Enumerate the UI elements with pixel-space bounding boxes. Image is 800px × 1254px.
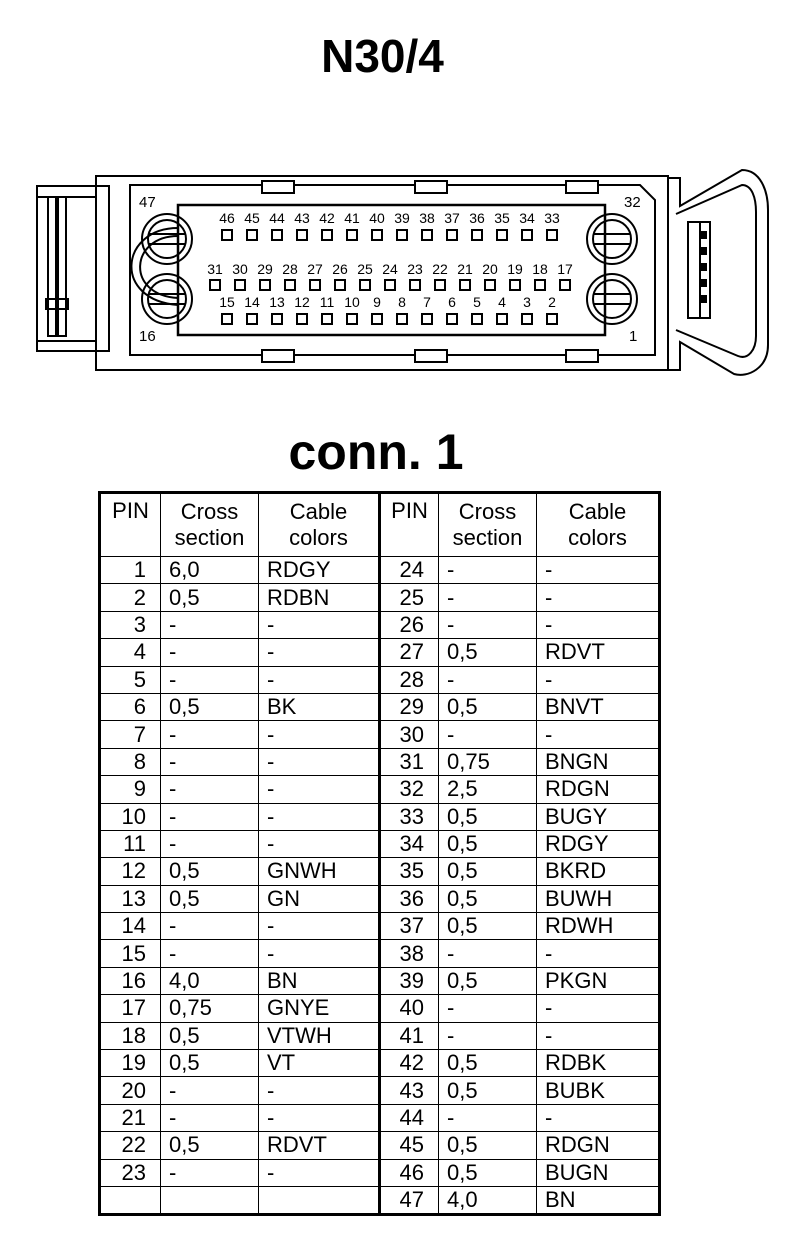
pin-socket <box>435 280 445 290</box>
pin-label: 44 <box>269 210 285 226</box>
cross-section-value: - <box>439 995 537 1022</box>
pin-number: 18 <box>100 1022 161 1049</box>
cross-section-value: - <box>439 557 537 584</box>
cable-color-value: - <box>259 913 380 940</box>
pin-number: 13 <box>100 885 161 912</box>
pin-number: 17 <box>100 995 161 1022</box>
pin-number: 37 <box>380 913 439 940</box>
pin-assignment-table <box>98 491 661 1216</box>
pin-socket <box>335 280 345 290</box>
cable-color-value: - <box>259 639 380 666</box>
pin-socket <box>235 280 245 290</box>
pin-number: 4 <box>100 639 161 666</box>
cross-section-value: 0,5 <box>161 1132 259 1159</box>
pin-number: 20 <box>100 1077 161 1104</box>
pin-label: 10 <box>344 294 360 310</box>
cross-section-value: - <box>161 1159 259 1186</box>
pin-socket <box>535 280 545 290</box>
pin-label: 9 <box>373 294 381 310</box>
cross-section-value: 2,5 <box>439 776 537 803</box>
cross-section-value: - <box>161 611 259 638</box>
pin-number: 41 <box>380 1022 439 1049</box>
cross-section-value: - <box>161 940 259 967</box>
pin-number: 42 <box>380 1050 439 1077</box>
cross-section-value: 0,5 <box>439 1077 537 1104</box>
cross-section-value: - <box>161 830 259 857</box>
cable-color-value: BUGY <box>537 803 660 830</box>
cable-color-value: BK <box>259 693 380 720</box>
pin-socket <box>247 314 257 324</box>
pin-number: 32 <box>380 776 439 803</box>
pin-number: 34 <box>380 830 439 857</box>
pin-socket <box>497 230 507 240</box>
cable-color-value: - <box>537 611 660 638</box>
pin-label: 4 <box>498 294 506 310</box>
pin-socket <box>272 314 282 324</box>
table-row <box>100 1050 660 1077</box>
cable-color-value: RDBK <box>537 1050 660 1077</box>
pin-number: 3 <box>100 611 161 638</box>
cross-section-value: 0,5 <box>439 1159 537 1186</box>
table-row <box>100 693 660 720</box>
cross-section-value: - <box>161 748 259 775</box>
pin-number: 40 <box>380 995 439 1022</box>
table-row <box>100 1104 660 1131</box>
cable-color-value: - <box>259 611 380 638</box>
pin-number: 24 <box>380 557 439 584</box>
cross-section-value: - <box>161 1104 259 1131</box>
pin-number: 38 <box>380 940 439 967</box>
pin-socket <box>422 230 432 240</box>
cable-color-value: BUBK <box>537 1077 660 1104</box>
pin-label: 11 <box>319 294 335 310</box>
pin-socket <box>297 230 307 240</box>
cross-section-value: 4,0 <box>439 1186 537 1214</box>
top-tab <box>415 181 447 193</box>
pin-socket <box>260 280 270 290</box>
pin-label: 35 <box>494 210 510 226</box>
cross-section-value: - <box>161 803 259 830</box>
pin-socket <box>522 314 532 324</box>
screw-top-right <box>587 214 637 264</box>
cross-section-value: 0,75 <box>161 995 259 1022</box>
pin-number: 43 <box>380 1077 439 1104</box>
pin-socket <box>397 230 407 240</box>
pin-number: 14 <box>100 913 161 940</box>
pin-number: 10 <box>100 803 161 830</box>
pin-label: 40 <box>369 210 385 226</box>
cross-section-value: 0,5 <box>161 885 259 912</box>
pin-socket <box>497 314 507 324</box>
cross-section-value: 0,5 <box>439 1132 537 1159</box>
pin-label: 42 <box>319 210 335 226</box>
pin-socket <box>397 314 407 324</box>
top-tab <box>566 181 598 193</box>
cable-color-value: RDGY <box>259 557 380 584</box>
pin-socket <box>347 314 357 324</box>
corner-label-1: 1 <box>629 328 638 345</box>
pin-label: 8 <box>398 294 406 310</box>
pin-number: 7 <box>100 721 161 748</box>
pin-label: 41 <box>344 210 360 226</box>
pin-socket <box>447 314 457 324</box>
cable-color-value: - <box>537 584 660 611</box>
pin-number: 36 <box>380 885 439 912</box>
pin-socket <box>222 230 232 240</box>
cross-section-value: - <box>439 1022 537 1049</box>
pin-number <box>100 1186 161 1214</box>
cable-color-value: - <box>537 1022 660 1049</box>
pin-socket <box>410 280 420 290</box>
cable-color-value: RDWH <box>537 913 660 940</box>
pin-number: 26 <box>380 611 439 638</box>
pin-label: 7 <box>423 294 431 310</box>
pin-label: 14 <box>244 294 260 310</box>
cross-section-value: - <box>439 940 537 967</box>
pin-label: 39 <box>394 210 410 226</box>
cable-color-value: RDVT <box>537 639 660 666</box>
cable-color-value: - <box>259 666 380 693</box>
pin-label: 37 <box>444 210 460 226</box>
cable-color-value: GN <box>259 885 380 912</box>
pin-label: 22 <box>432 261 448 277</box>
pin-socket <box>322 314 332 324</box>
cable-color-value: BUWH <box>537 885 660 912</box>
corner-label-16: 16 <box>139 328 156 345</box>
pin-socket <box>547 230 557 240</box>
pin-label: 31 <box>207 261 223 277</box>
pin-label: 18 <box>532 261 548 277</box>
pin-socket <box>510 280 520 290</box>
cross-section-value: - <box>161 776 259 803</box>
cable-color-value: - <box>259 748 380 775</box>
bottom-tab <box>566 350 598 362</box>
pin-label: 28 <box>282 261 298 277</box>
cable-color-value: VT <box>259 1050 380 1077</box>
cable-color-value: BNVT <box>537 693 660 720</box>
cable-color-value: - <box>259 776 380 803</box>
connector-name: conn. 1 <box>288 424 464 480</box>
header-cable-colors: Cable colors <box>537 493 660 557</box>
cable-color-value: - <box>537 940 660 967</box>
pin-label: 26 <box>332 261 348 277</box>
pin-socket <box>447 230 457 240</box>
cable-color-value: - <box>537 666 660 693</box>
pin-label: 25 <box>357 261 373 277</box>
pin-socket <box>560 280 570 290</box>
screw-top-left <box>142 214 192 264</box>
cross-section-value: - <box>161 639 259 666</box>
cable-color-value: RDBN <box>259 584 380 611</box>
pin-number: 27 <box>380 639 439 666</box>
cable-color-value: - <box>259 1104 380 1131</box>
pin-label: 27 <box>307 261 323 277</box>
header-cross-section: Cross section <box>439 493 537 557</box>
pin-rows <box>207 210 573 324</box>
pin-socket <box>522 230 532 240</box>
pin-label: 24 <box>382 261 398 277</box>
cross-section-value: - <box>161 666 259 693</box>
pin-socket <box>347 230 357 240</box>
header-cross-section: Cross section <box>161 493 259 557</box>
pin-socket <box>372 230 382 240</box>
cross-section-value: 0,5 <box>161 584 259 611</box>
pin-number: 23 <box>100 1159 161 1186</box>
pin-number: 45 <box>380 1132 439 1159</box>
header-cable-colors: Cable colors <box>259 493 380 557</box>
pin-socket <box>485 280 495 290</box>
pin-socket <box>210 280 220 290</box>
pin-number: 30 <box>380 721 439 748</box>
cross-section-value: 4,0 <box>161 967 259 994</box>
cable-color-value: - <box>259 830 380 857</box>
table-row <box>100 1159 660 1186</box>
pin-label: 15 <box>219 294 235 310</box>
pin-number: 25 <box>380 584 439 611</box>
cross-section-value: - <box>161 913 259 940</box>
table-row <box>100 1022 660 1049</box>
pin-number: 5 <box>100 666 161 693</box>
pin-number: 9 <box>100 776 161 803</box>
cross-section-value: 0,5 <box>439 967 537 994</box>
pin-socket <box>360 280 370 290</box>
table-row <box>100 967 660 994</box>
cable-color-value: - <box>537 557 660 584</box>
top-tab <box>262 181 294 193</box>
cross-section-value: 0,75 <box>439 748 537 775</box>
pin-number: 22 <box>100 1132 161 1159</box>
table-row <box>100 557 660 584</box>
cable-color-value: RDVT <box>259 1132 380 1159</box>
pin-socket <box>460 280 470 290</box>
table-row <box>100 940 660 967</box>
cable-color-value: - <box>259 1159 380 1186</box>
pin-socket <box>547 314 557 324</box>
cross-section-value: 0,5 <box>439 639 537 666</box>
corner-label-47: 47 <box>139 194 156 211</box>
cable-color-value: - <box>259 940 380 967</box>
cable-color-value <box>259 1186 380 1214</box>
table-row <box>100 885 660 912</box>
cable-color-value: - <box>259 803 380 830</box>
pin-number: 31 <box>380 748 439 775</box>
pin-number: 39 <box>380 967 439 994</box>
pin-label: 19 <box>507 261 523 277</box>
cross-section-value: - <box>439 584 537 611</box>
pin-number: 46 <box>380 1159 439 1186</box>
pin-label: 5 <box>473 294 481 310</box>
cross-section-value: - <box>439 721 537 748</box>
cross-section-value: - <box>439 1104 537 1131</box>
cable-color-value: RDGN <box>537 1132 660 1159</box>
table-row <box>100 1077 660 1104</box>
cable-color-value: BNGN <box>537 748 660 775</box>
pin-number: 2 <box>100 584 161 611</box>
cross-section-value: 0,5 <box>439 830 537 857</box>
pin-socket <box>385 280 395 290</box>
pin-socket <box>372 314 382 324</box>
pin-label: 17 <box>557 261 573 277</box>
cable-color-value: GNYE <box>259 995 380 1022</box>
left-latch <box>37 176 109 360</box>
table-row <box>100 748 660 775</box>
cross-section-value <box>161 1186 259 1214</box>
pin-number: 8 <box>100 748 161 775</box>
pin-label: 3 <box>523 294 531 310</box>
pin-label: 2 <box>548 294 556 310</box>
cable-color-value: RDGN <box>537 776 660 803</box>
cable-color-value: - <box>537 721 660 748</box>
table-row <box>100 830 660 857</box>
pin-label: 12 <box>294 294 310 310</box>
cable-color-value: VTWH <box>259 1022 380 1049</box>
table-row <box>100 639 660 666</box>
pin-label: 34 <box>519 210 535 226</box>
pin-socket <box>272 230 282 240</box>
pin-number: 35 <box>380 858 439 885</box>
cable-color-value: BN <box>537 1186 660 1214</box>
table-row <box>100 611 660 638</box>
pin-socket <box>285 280 295 290</box>
cable-color-value: - <box>537 1104 660 1131</box>
pin-label: 23 <box>407 261 423 277</box>
pin-number: 28 <box>380 666 439 693</box>
cross-section-value: - <box>439 611 537 638</box>
right-release-lever <box>668 170 768 375</box>
cross-section-value: 0,5 <box>439 885 537 912</box>
pin-number: 11 <box>100 830 161 857</box>
pin-number: 6 <box>100 693 161 720</box>
bottom-tab <box>262 350 294 362</box>
pin-number: 21 <box>100 1104 161 1131</box>
pin-label: 36 <box>469 210 485 226</box>
cross-section-value: 0,5 <box>161 858 259 885</box>
cable-color-value: BKRD <box>537 858 660 885</box>
pin-label: 30 <box>232 261 248 277</box>
cross-section-value: 0,5 <box>439 1050 537 1077</box>
pin-number: 47 <box>380 1186 439 1214</box>
cross-section-value: 0,5 <box>439 803 537 830</box>
pin-label: 46 <box>219 210 235 226</box>
table-row <box>100 995 660 1022</box>
pin-socket <box>222 314 232 324</box>
table-row <box>100 584 660 611</box>
cable-color-value: - <box>537 995 660 1022</box>
pin-socket <box>322 230 332 240</box>
table-row <box>100 1186 660 1214</box>
cross-section-value: 0,5 <box>439 693 537 720</box>
pin-label: 43 <box>294 210 310 226</box>
header-pin: PIN <box>100 493 161 557</box>
pin-number: 12 <box>100 858 161 885</box>
screw-bottom-right <box>587 274 637 324</box>
cable-color-value: - <box>259 1077 380 1104</box>
pin-label: 29 <box>257 261 273 277</box>
header-pin: PIN <box>380 493 439 557</box>
cross-section-value: 0,5 <box>161 1050 259 1077</box>
screw-bottom-left <box>142 274 192 324</box>
connector-diagram <box>0 160 800 390</box>
cable-color-value: BN <box>259 967 380 994</box>
corner-label-32: 32 <box>624 194 641 211</box>
cross-section-value: 0,5 <box>439 913 537 940</box>
cross-section-value: 0,5 <box>161 1022 259 1049</box>
cross-section-value: - <box>161 721 259 748</box>
table-header-row <box>100 493 660 557</box>
pin-label: 33 <box>544 210 560 226</box>
table-row <box>100 721 660 748</box>
cross-section-value: 6,0 <box>161 557 259 584</box>
table-row <box>100 913 660 940</box>
pin-socket <box>422 314 432 324</box>
cross-section-value: - <box>439 666 537 693</box>
pin-label: 45 <box>244 210 260 226</box>
pin-socket <box>297 314 307 324</box>
pin-socket <box>310 280 320 290</box>
pin-socket <box>472 314 482 324</box>
pin-number: 19 <box>100 1050 161 1077</box>
cross-section-value: 0,5 <box>439 858 537 885</box>
cable-color-value: - <box>259 721 380 748</box>
cable-color-value: PKGN <box>537 967 660 994</box>
table-row <box>100 666 660 693</box>
pin-label: 6 <box>448 294 456 310</box>
cable-color-value: RDGY <box>537 830 660 857</box>
table-row <box>100 803 660 830</box>
cable-color-value: BUGN <box>537 1159 660 1186</box>
table-row <box>100 1132 660 1159</box>
pin-number: 1 <box>100 557 161 584</box>
pin-label: 21 <box>457 261 473 277</box>
cross-section-value: 0,5 <box>161 693 259 720</box>
cable-color-value: GNWH <box>259 858 380 885</box>
page-title: N30/4 <box>321 30 444 82</box>
pin-number: 16 <box>100 967 161 994</box>
pin-socket <box>247 230 257 240</box>
pin-number: 44 <box>380 1104 439 1131</box>
pin-socket <box>472 230 482 240</box>
pin-label: 38 <box>419 210 435 226</box>
table-row <box>100 776 660 803</box>
pin-label: 20 <box>482 261 498 277</box>
pin-number: 33 <box>380 803 439 830</box>
pin-number: 15 <box>100 940 161 967</box>
table-row <box>100 858 660 885</box>
pin-label: 13 <box>269 294 285 310</box>
cross-section-value: - <box>161 1077 259 1104</box>
bottom-tab <box>415 350 447 362</box>
pin-number: 29 <box>380 693 439 720</box>
